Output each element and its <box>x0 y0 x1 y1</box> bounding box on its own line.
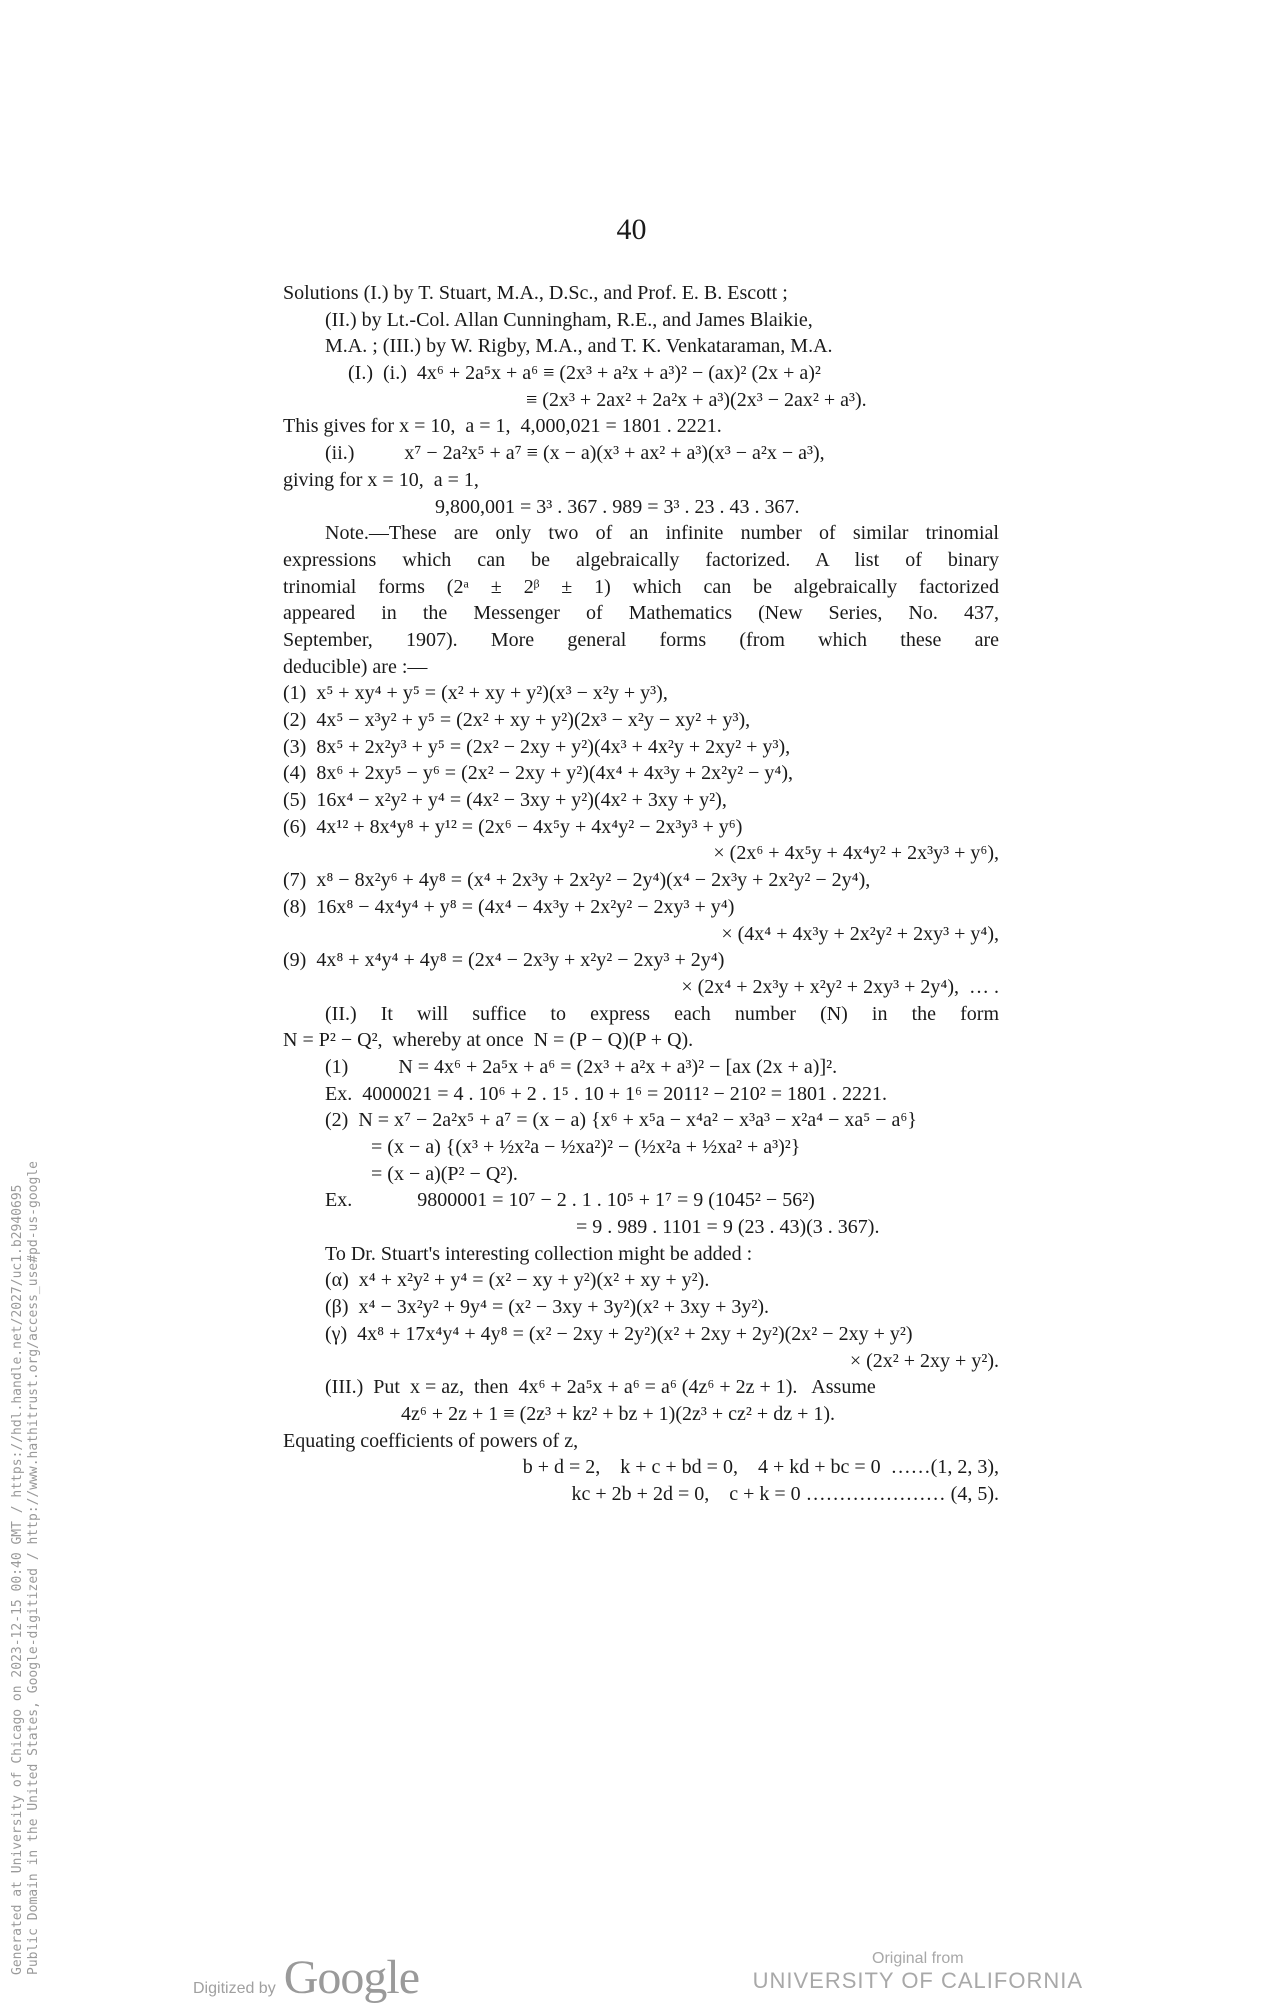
text-line: = (x − a)(P² − Q²). <box>371 1162 518 1185</box>
text-line: × (2x⁴ + 2x³y + x²y² + 2xy³ + 2y⁴), … . <box>681 975 999 998</box>
text-line: expressions which can be algebraically factorized. A list of binary <box>283 548 999 571</box>
text-line: M.A. ; (III.) by W. Rigby, M.A., and T. K. Venkataraman, M.A. <box>325 335 833 358</box>
text-line: (5) 16x⁴ − x²y² + y⁴ = (4x² − 3xy + y²)(4x² + 3xy + y²), <box>283 789 727 812</box>
text-line: b + d = 2, k + c + bd = 0, 4 + kd + bc = 0 ……(1, 2, 3), <box>522 1456 999 1479</box>
text-line: kc + 2b + 2d = 0, c + k = 0 ………………… (4, 5). <box>571 1482 999 1505</box>
text-line: (2) N = x⁷ − 2a²x⁵ + a⁷ = (x − a) {x⁶ + x⁵a − x⁴a² − x³a³ − x²a⁴ − xa⁵ − a⁶} <box>325 1109 917 1132</box>
text-line: (8) 16x⁸ − 4x⁴y⁴ + y⁸ = (4x⁴ − 4x³y + 2x²y² − 2xy³ + y⁴) <box>283 895 735 918</box>
text-line: (β) x⁴ − 3x²y² + 9y⁴ = (x² − 3xy + 3y²)(x² + 3xy + 3y²). <box>325 1296 770 1319</box>
page-number: 40 <box>616 213 647 246</box>
provenance-watermark <box>10 975 50 1975</box>
text-line: (1) x⁵ + xy⁴ + y⁵ = (x² + xy + y²)(x³ − x²y + y³), <box>283 682 668 705</box>
text-line: Note.—These are only two of an infinite number of similar trinomial <box>325 522 999 545</box>
original-from-footer <box>753 1950 1083 1994</box>
text-line: (1) N = 4x⁶ + 2a⁵x + a⁶ = (2x³ + a²x + a³)² − [ax (2x + a)]². <box>325 1055 838 1078</box>
text-line: ≡ (2x³ + 2ax² + 2a²x + a³)(2x³ − 2ax² + a³). <box>526 388 867 411</box>
text-line: deducible) are :— <box>283 655 428 678</box>
text-line: (6) 4x¹² + 8x⁴y⁸ + y¹² = (2x⁶ − 4x⁵y + 4x⁴y² − 2x³y³ + y⁶) <box>283 815 743 838</box>
text-line: Ex. 4000021 = 4 . 10⁶ + 2 . 1⁵ . 10 + 1⁶ = 2011² − 210² = 1801 . 2221. <box>325 1082 888 1105</box>
text-line: = 9 . 989 . 1101 = 9 (23 . 43)(3 . 367). <box>576 1216 880 1239</box>
text-line: (3) 8x⁵ + 2x²y³ + y⁵ = (2x² − 2xy + y²)(4x³ + 4x²y + 2xy² + y³), <box>283 735 791 758</box>
original-from-label: Original from <box>872 1950 964 1967</box>
text-line: × (2x² + 2xy + y²). <box>849 1349 999 1372</box>
text-line: × (4x⁴ + 4x³y + 2x²y² + 2xy³ + y⁴), <box>721 922 999 945</box>
text-line: 4z⁶ + 2z + 1 ≡ (2z³ + kz² + bz + 1)(2z³ + cz² + dz + 1). <box>401 1402 836 1425</box>
university-label: UNIVERSITY OF CALIFORNIA <box>752 1968 1083 1993</box>
text-line: (γ) 4x⁸ + 17x⁴y⁴ + 4y⁸ = (x² − 2xy + 2y²)(x² + 2xy + 2y²)(2x² − 2xy + y²) <box>325 1322 913 1345</box>
text-line: (2) 4x⁵ − x³y² + y⁵ = (2x² + xy + y²)(2x³ − x²y − xy² + y³), <box>283 709 751 731</box>
text-line: Ex. 9800001 = 10⁷ − 2 . 1 . 10⁵ + 1⁷ = 9 (1045² − 56²) <box>325 1189 815 1212</box>
digitized-by-footer <box>193 1950 420 2004</box>
text-line: (7) x⁸ − 8x²y⁶ + 4y⁸ = (x⁴ + 2x³y + 2x²y² − 2y⁴)(x⁴ − 2x³y + 2x²y² − 2y⁴), <box>283 869 871 892</box>
text-line: To Dr. Stuart's interesting collection might be added : <box>325 1242 753 1265</box>
page-body <box>283 280 999 1508</box>
text-line: N = P² − Q², whereby at once N = (P − Q)(P + Q). <box>283 1029 694 1052</box>
text-line: This gives for x = 10, a = 1, 4,000,021 = 1801 . 2221. <box>283 415 722 438</box>
text-line: Solutions (I.) by T. Stuart, M.A., D.Sc., and Prof. E. B. Escott ; <box>283 282 788 304</box>
text-line: = (x − a) {(x³ + ½x²a − ½xa²)² − (½x²a + ½xa² + a³)²} <box>371 1136 801 1158</box>
text-line: (9) 4x⁸ + x⁴y⁴ + 4y⁸ = (2x⁴ − 2x³y + x²y² − 2xy³ + 2y⁴) <box>283 949 725 972</box>
watermark-line-1: Generated at University of Chicago on 2023-12-15 00:40 GMT / https://hdl.handle.net/2027/uc1.b2940695 <box>10 1184 25 1975</box>
text-line: Equating coefficients of powers of z, <box>283 1429 579 1452</box>
text-line: 9,800,001 = 3³ . 367 . 989 = 3³ . 23 . 43 . 367. <box>435 495 800 518</box>
text-line: September, 1907). More general forms (from which these are <box>283 628 999 651</box>
text-line: (I.) (i.) 4x⁶ + 2a⁵x + a⁶ ≡ (2x³ + a²x + a³)² − (ax)² (2x + a)² <box>348 362 821 385</box>
watermark-line-2: Public Domain in the United States, Google-digitized / http://www.hathitrust.org/access_use#pd-us-google <box>26 1161 41 1975</box>
text-line: appeared in the Messenger of Mathematics (New Series, No. 437, <box>283 602 999 625</box>
text-line: (4) 8x⁶ + 2xy⁵ − y⁶ = (2x² − 2xy + y²)(4x⁴ + 4x³y + 2x²y² − y⁴), <box>283 762 794 785</box>
text-line: (ii.) x⁷ − 2a²x⁵ + a⁷ ≡ (x − a)(x³ + ax² + a³)(x³ − a²x − a³), <box>325 442 825 465</box>
text-line: giving for x = 10, a = 1, <box>283 468 479 491</box>
text-line: (II.) by Lt.-Col. Allan Cunningham, R.E., and James Blaikie, <box>325 308 813 331</box>
text-line: (α) x⁴ + x²y² + y⁴ = (x² − xy + y²)(x² + xy + y²). <box>325 1269 710 1292</box>
text-line: trinomial forms (2ᵃ ± 2ᵝ ± 1) which can be algebraically factorized <box>283 575 999 598</box>
google-logo: Google <box>283 1951 420 2004</box>
digitized-by-label: Digitized by <box>193 1980 276 1997</box>
text-line: (II.) It will suffice to express each number (N) in the form <box>325 1002 999 1025</box>
text-line: (III.) Put x = az, then 4x⁶ + 2a⁵x + a⁶ = a⁶ (4z⁶ + 2z + 1). Assume <box>325 1376 876 1399</box>
text-line: × (2x⁶ + 4x⁵y + 4x⁴y² + 2x³y³ + y⁶), <box>713 842 999 865</box>
